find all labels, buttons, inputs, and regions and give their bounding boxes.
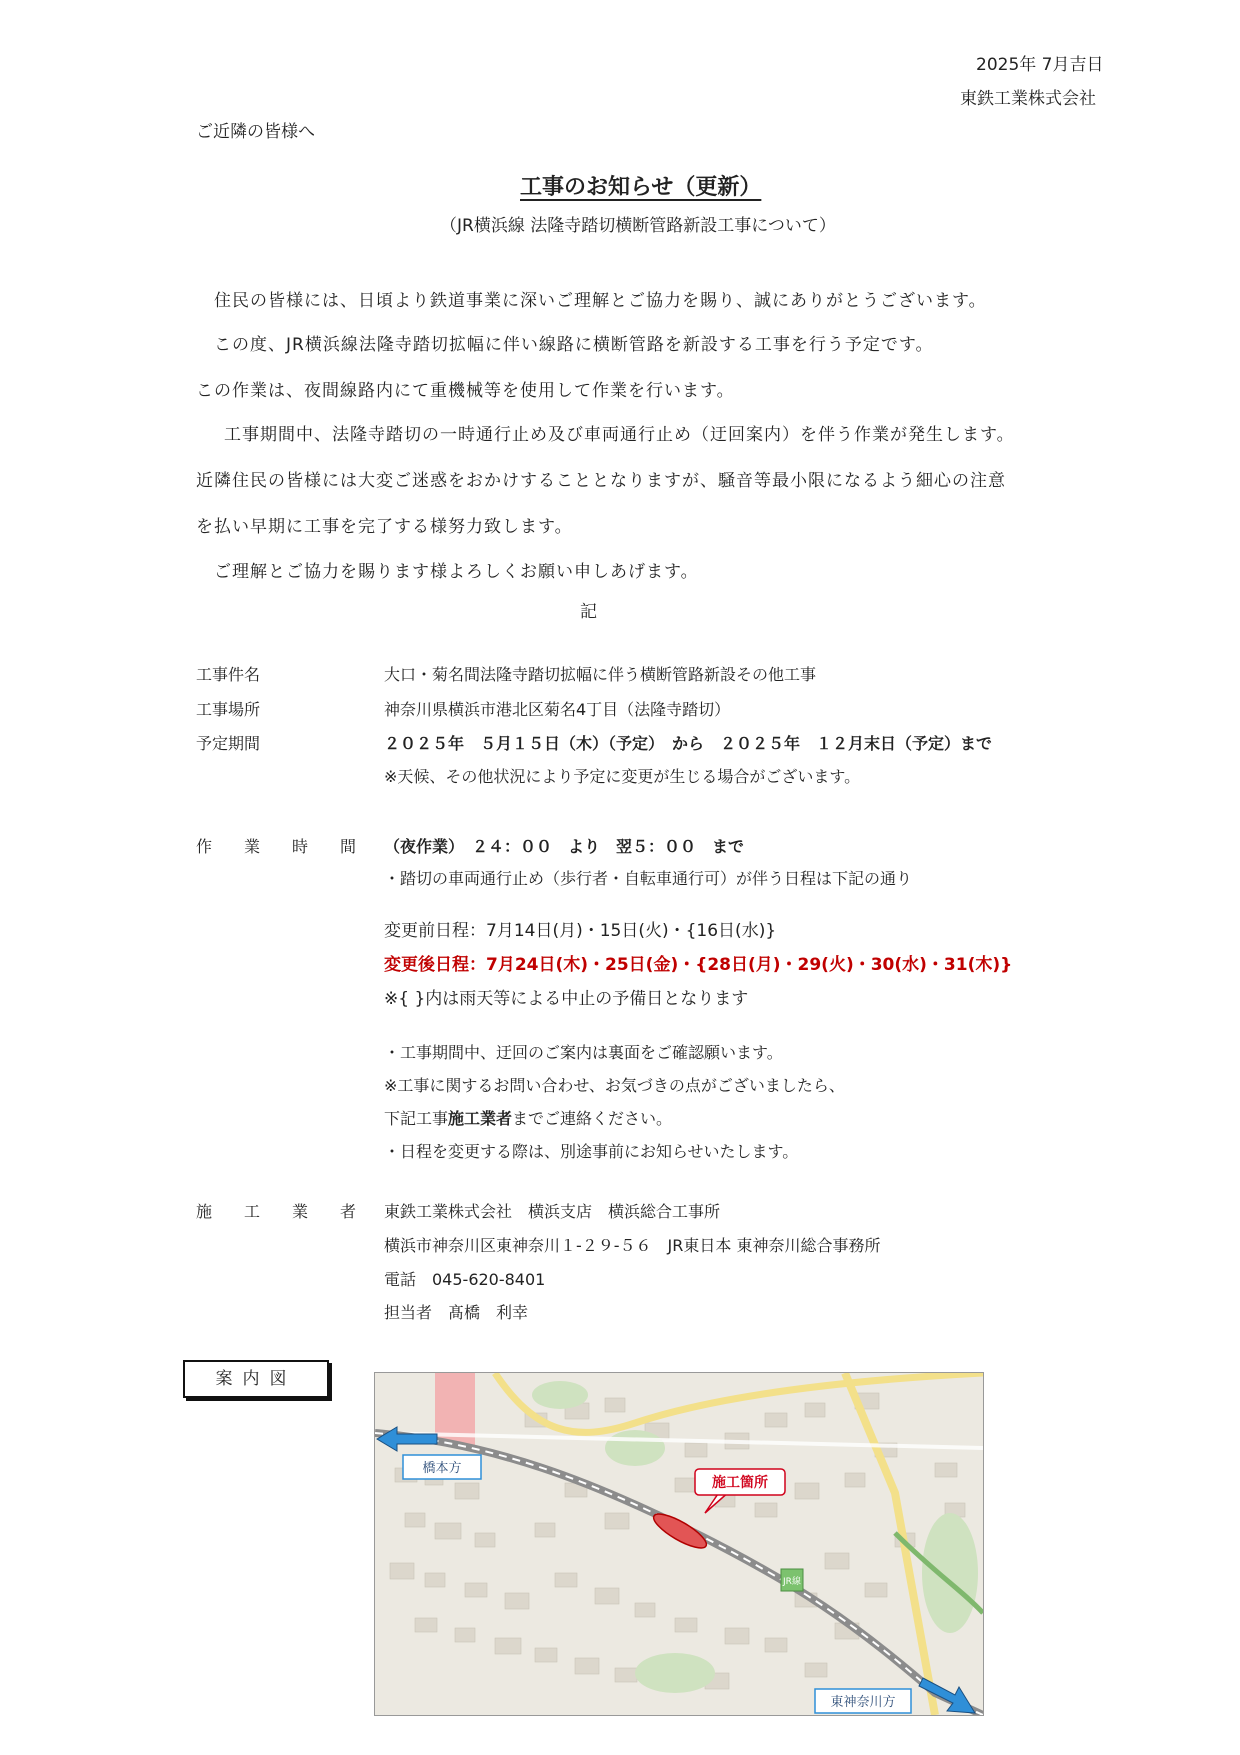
contractor-person: 担当者 髙橋 利幸	[384, 1303, 529, 1322]
notice-detour: ・工事期間中、迂回のご案内は裏面をご確認願います。	[384, 1043, 783, 1062]
body-paragraph-1: 住民の皆様には、日頃より鉄道事業に深いご理解とご協力を賜り、誠にありがとうございます。	[214, 291, 987, 311]
contractor-name: 東鉄工業株式会社 横浜支店 横浜総合工事所	[384, 1202, 721, 1221]
notice-contact: 下記工事施工業者までご連絡ください。	[384, 1109, 673, 1128]
contractor-emphasis: 施工業者	[448, 1109, 513, 1128]
contractor-phone: 電話 045-620-8401	[384, 1270, 546, 1289]
company-name: 東鉄工業株式会社	[960, 89, 1096, 109]
body-paragraph-2: この度、JR横浜線法隆寺踏切拡幅に伴い線路に横断管路を新設する工事を行う予定です。	[214, 335, 934, 355]
work-time-note: ・踏切の車両通行止め（歩行者・自転車通行可）が伴う日程は下記の通り	[384, 869, 913, 888]
body-paragraph-3: この作業は、夜間線路内にて重機械等を使用して作業を行います。	[196, 381, 735, 401]
map-park	[922, 1513, 978, 1633]
schedule-after: 変更後日程：7月24日(木)・25日(金)・{28日(月)・29(火)・30(水)・31(木)}	[384, 955, 1013, 975]
contractor-label: 施 工 業 者	[196, 1202, 357, 1221]
project-place-label: 工事場所	[196, 700, 261, 719]
issue-date: 2025年 7月吉日	[976, 55, 1104, 75]
map-legend-box: 案内図	[183, 1360, 329, 1398]
project-period-label: 予定期間	[196, 734, 261, 753]
notice-inquiry: ※工事に関するお問い合わせ、お気づきの点がございましたら、	[384, 1076, 845, 1095]
right-direction-label: 東神奈川方	[830, 1695, 896, 1710]
rain-note: ※{ }内は雨天等による中止の予備日となります	[384, 989, 749, 1009]
project-period-value: ２０２５年 ５月１５日（木）（予定） から ２０２５年 １２月末日（予定）まで	[384, 734, 993, 753]
ki-mark: 記	[580, 602, 597, 622]
addressee: ご近隣の皆様へ	[196, 122, 315, 142]
guide-map	[374, 1372, 984, 1716]
body-paragraph-7: ご理解とご協力を賜ります様よろしくお願い申しあげます。	[214, 562, 699, 582]
map-park	[635, 1653, 715, 1693]
work-time-label: 作 業 時 間	[196, 837, 357, 856]
project-name-label: 工事件名	[196, 665, 261, 684]
body-paragraph-5: 近隣住民の皆様には大変ご迷惑をおかけすることとなりますが、騒音等最小限になるよう細心の注意	[196, 471, 1006, 491]
jr-line-label: JR線	[783, 1577, 801, 1587]
left-direction-label: 橋本方	[422, 1461, 462, 1476]
body-paragraph-6: を払い早期に工事を完了する様努力致します。	[196, 517, 573, 537]
project-place-value: 神奈川県横浜市港北区菊名4丁目（法隆寺踏切）	[384, 700, 731, 719]
map-park	[605, 1430, 665, 1466]
project-period-note: ※天候、その他状況により予定に変更が生じる場合がございます。	[384, 767, 861, 786]
contractor-address: 横浜市神奈川区東神奈川１-２９-５６ JR東日本 東神奈川総合事務所	[384, 1236, 881, 1255]
page-title: 工事のお知らせ（更新）	[520, 175, 762, 200]
page-subtitle: （JR横浜線 法隆寺踏切横断管路新設工事について）	[440, 216, 836, 236]
project-name-value: 大口・菊名間法隆寺踏切拡幅に伴う横断管路新設その他工事	[384, 665, 817, 684]
body-paragraph-4: 工事期間中、法隆寺踏切の一時通行止め及び車両通行止め（迂回案内）を伴う作業が発生します。	[224, 425, 1015, 445]
notice-schedule-change: ・日程を変更する際は、別途事前にお知らせいたします。	[384, 1142, 799, 1161]
schedule-before: 変更前日程：7月14日(月)・15日(火)・{16日(水)}	[384, 921, 777, 941]
work-time-value: （夜作業） ２４：００ より 翌５：００ まで	[384, 837, 745, 856]
map-park	[532, 1381, 588, 1409]
site-callout-label: 施工箇所	[712, 1475, 768, 1491]
